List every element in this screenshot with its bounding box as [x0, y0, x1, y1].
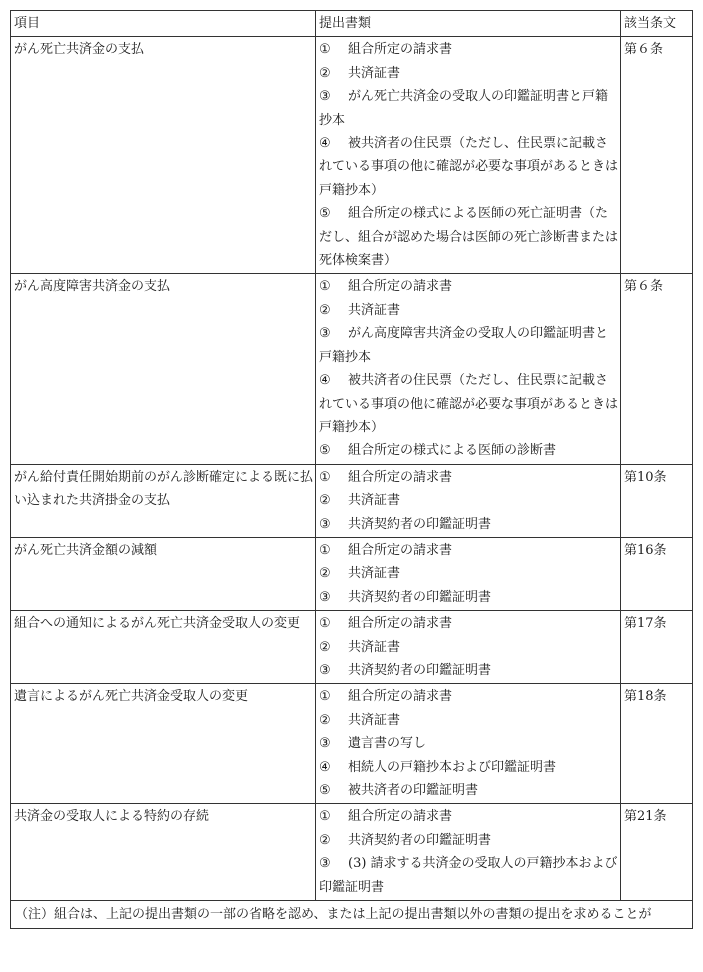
document-number: ①	[319, 809, 331, 825]
document-text: 共済証書	[348, 302, 401, 318]
document-text: 共済証書	[348, 639, 401, 655]
document-number: ③	[319, 89, 331, 105]
document-text: 組合所定の請求書	[348, 616, 453, 632]
document-text: 組合所定の請求書	[348, 42, 453, 58]
document-number: ①	[319, 279, 331, 295]
document-number: ②	[319, 566, 331, 582]
document-line	[319, 685, 618, 708]
document-text: 共済証書	[348, 566, 401, 582]
row-documents	[316, 684, 621, 804]
document-text: 共済契約者の印鑑証明書	[348, 662, 492, 678]
row-documents	[316, 274, 621, 464]
document-text: 組合所定の請求書	[348, 542, 453, 558]
document-text: 遺言書の写し	[348, 736, 427, 752]
header-article: 該当条文	[621, 11, 693, 37]
document-line	[319, 636, 618, 659]
row-item: がん死亡共済金額の減額	[11, 537, 316, 610]
document-text: 相続人の戸籍抄本および印鑑証明書	[348, 759, 557, 775]
document-number: ②	[319, 493, 331, 509]
table-row	[11, 684, 693, 804]
header-documents: 提出書類	[316, 11, 621, 37]
document-number: ③	[319, 662, 331, 678]
table-row	[11, 804, 693, 901]
document-text: 共済証書	[348, 493, 401, 509]
table-row	[11, 537, 693, 610]
row-item: 共済金の受取人による特約の存続	[11, 804, 316, 901]
document-number: ④	[319, 759, 331, 775]
table-header-row	[11, 11, 693, 37]
row-item: 遺言によるがん死亡共済金受取人の変更	[11, 684, 316, 804]
row-article: 第17条	[621, 611, 693, 684]
document-text: 共済証書	[348, 712, 401, 728]
note-text: （注）組合は、上記の提出書類の一部の省略を認め、または上記の提出書類以外の書類の提出を求めることが	[11, 901, 693, 929]
document-line	[319, 779, 618, 802]
table-row	[11, 274, 693, 464]
document-line	[319, 852, 618, 899]
document-line	[319, 612, 618, 635]
document-text: 被共済者の印鑑証明書	[348, 783, 479, 798]
header-item: 項目	[11, 11, 316, 37]
row-article: 第６条	[621, 37, 693, 274]
row-item: がん給付責任開始期前のがん診断確定による既に払い込まれた共済掛金の支払	[11, 464, 316, 537]
document-number: ⑤	[319, 783, 331, 798]
document-text: 共済契約者の印鑑証明書	[348, 589, 492, 605]
document-line	[319, 829, 618, 852]
document-number: ①	[319, 616, 331, 632]
document-number: ②	[319, 639, 331, 655]
row-documents	[316, 464, 621, 537]
row-item: がん死亡共済金の支払	[11, 37, 316, 274]
document-line	[319, 586, 618, 609]
document-line	[319, 132, 618, 202]
document-number: ③	[319, 856, 331, 872]
document-text: 組合所定の請求書	[348, 689, 453, 705]
document-number: ①	[319, 469, 331, 485]
row-article: 第21条	[621, 804, 693, 901]
document-line	[319, 466, 618, 489]
document-line	[319, 85, 618, 132]
document-text: 組合所定の様式による医師の死亡証明書（ただし、組合が認めた場合は医師の死亡診断書または死体検案書）	[319, 206, 619, 269]
document-text: 共済証書	[348, 65, 401, 81]
document-line	[319, 369, 618, 439]
document-text: 組合所定の様式による医師の診断書	[348, 443, 557, 459]
document-line	[319, 539, 618, 562]
document-line	[319, 275, 618, 298]
document-line	[319, 732, 618, 755]
row-article: 第10条	[621, 464, 693, 537]
document-text: 共済契約者の印鑑証明書	[348, 516, 492, 532]
document-number: ④	[319, 136, 331, 152]
document-line	[319, 202, 618, 272]
document-line	[319, 513, 618, 536]
table-body	[11, 37, 693, 929]
row-documents	[316, 37, 621, 274]
document-line	[319, 322, 618, 369]
document-number: ③	[319, 516, 331, 532]
document-number: ①	[319, 689, 331, 705]
document-number: ③	[319, 589, 331, 605]
document-text: がん高度障害共済金の受取人の印鑑証明書と戸籍抄本	[319, 326, 609, 365]
row-documents	[316, 611, 621, 684]
document-number: ②	[319, 832, 331, 848]
document-text: (3) 請求する共済金の受取人の戸籍抄本および印鑑証明書	[319, 856, 618, 895]
document-number: ③	[319, 326, 331, 342]
document-text: 被共済者の住民票（ただし、住民票に記載されている事項の他に確認が必要な事項があるときは戸籍抄本）	[319, 136, 619, 198]
table-row	[11, 37, 693, 274]
document-number: ②	[319, 302, 331, 318]
document-line	[319, 805, 618, 828]
document-line	[319, 38, 618, 61]
document-line	[319, 489, 618, 512]
document-number: ⑤	[319, 443, 331, 459]
document-number: ③	[319, 736, 331, 752]
document-line	[319, 659, 618, 682]
document-text: 組合所定の請求書	[348, 809, 453, 825]
document-text: 共済契約者の印鑑証明書	[348, 832, 492, 848]
required-documents-table	[10, 10, 693, 929]
document-number: ①	[319, 42, 331, 58]
document-text: がん死亡共済金の受取人の印鑑証明書と戸籍抄本	[319, 89, 609, 128]
table-row	[11, 464, 693, 537]
row-article: 第６条	[621, 274, 693, 464]
row-documents	[316, 804, 621, 901]
document-number: ②	[319, 65, 331, 81]
document-line	[319, 709, 618, 732]
row-item: がん高度障害共済金の支払	[11, 274, 316, 464]
document-number: ①	[319, 542, 331, 558]
document-number: ④	[319, 373, 331, 389]
document-line	[319, 299, 618, 322]
row-documents	[316, 537, 621, 610]
row-article: 第18条	[621, 684, 693, 804]
document-text: 組合所定の請求書	[348, 279, 453, 295]
document-number: ②	[319, 712, 331, 728]
document-line	[319, 562, 618, 585]
document-text: 組合所定の請求書	[348, 469, 453, 485]
document-text: 被共済者の住民票（ただし、住民票に記載されている事項の他に確認が必要な事項があるときは戸籍抄本）	[319, 373, 619, 435]
note-row	[11, 901, 693, 929]
row-article: 第16条	[621, 537, 693, 610]
table-row	[11, 611, 693, 684]
document-line	[319, 62, 618, 85]
document-line	[319, 439, 618, 462]
row-item: 組合への通知によるがん死亡共済金受取人の変更	[11, 611, 316, 684]
document-number: ⑤	[319, 206, 331, 222]
document-line	[319, 756, 618, 779]
